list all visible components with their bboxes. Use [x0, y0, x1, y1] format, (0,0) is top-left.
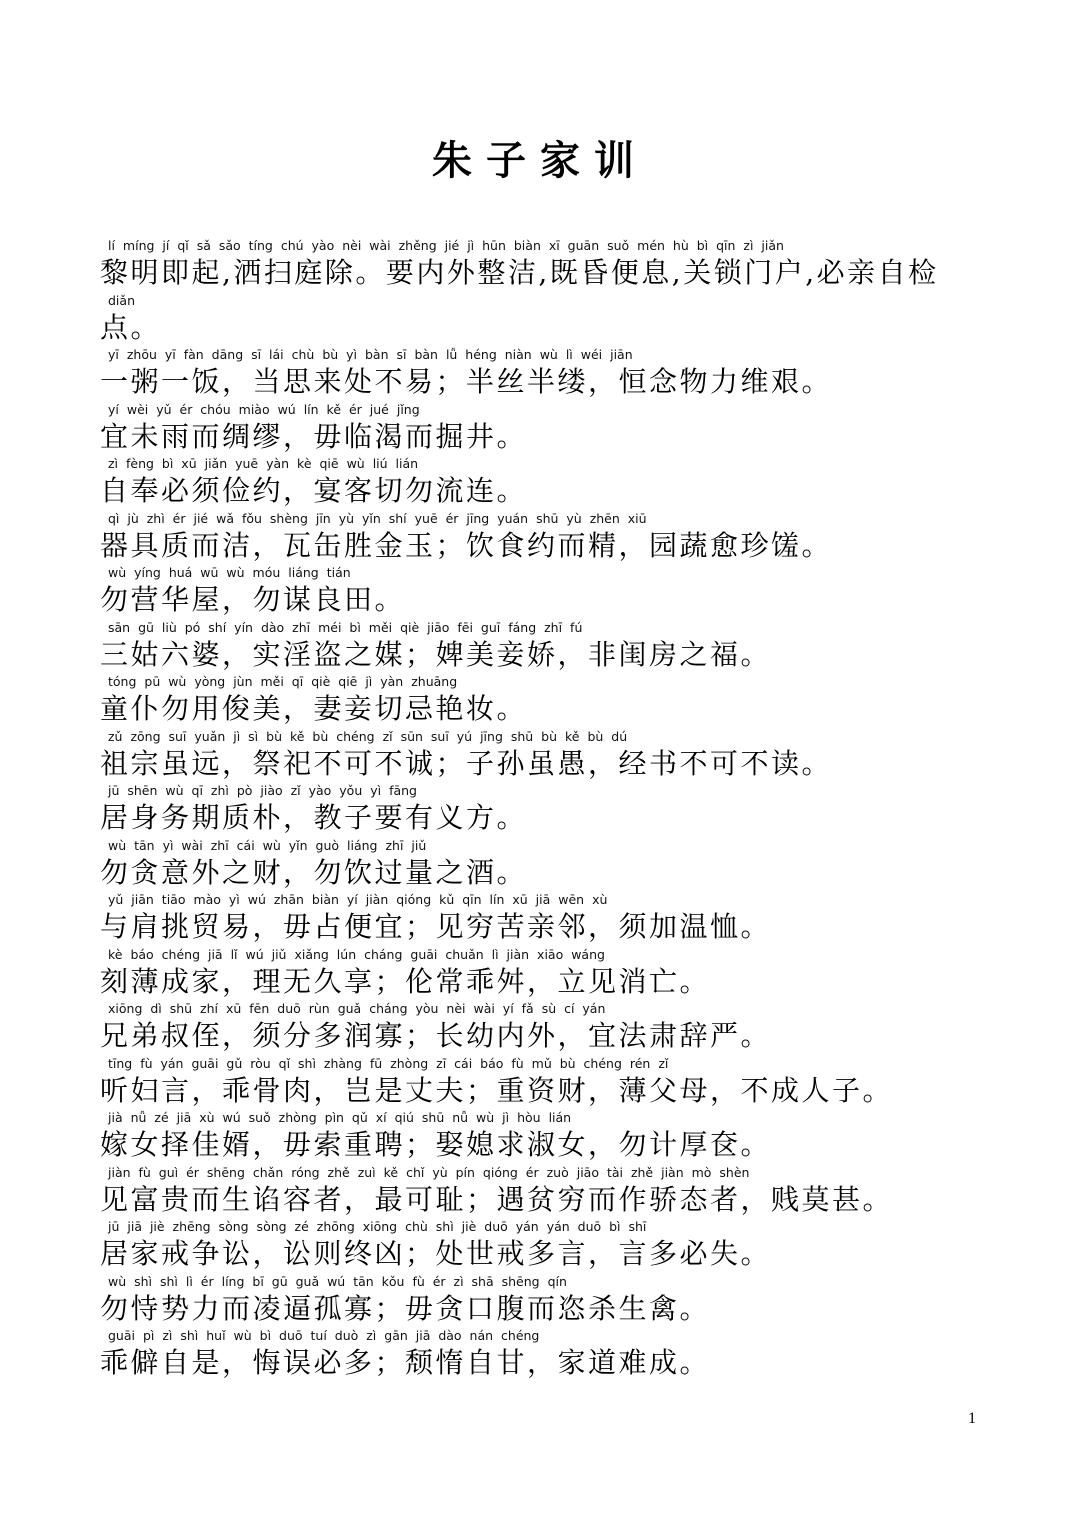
hanzi-row: 祖宗虽远，祭祀不可不诚；子孙虽愚，经书不可不读。 [100, 746, 833, 780]
pinyin-row: xiōng dì shū zhí xū fēn duō rùn guǎ cháng yòu nèi wài yí fǎ sù cí yán [108, 1001, 606, 1016]
text-line [100, 999, 1000, 1054]
hanzi-row: 乖僻自是，悔误必多；颓惰自甘，家道难成。 [100, 1346, 711, 1379]
pinyin-row: wù yíng huá wū wù móu liáng tián [108, 565, 351, 580]
hanzi-row: 宜未雨而绸缪，毋临渴而掘井。 [100, 419, 528, 453]
pinyin-row: jiàn fù guì ér shēng chǎn róng zhě zuì kě chǐ yù pín qióng ér zuò jiāo tài zhě jiàn mò shèn [108, 1164, 750, 1180]
text-line [100, 727, 1000, 782]
text-line [100, 454, 1000, 509]
pinyin-row: wù shì shì lì ér líng bī gū guǎ wú tān kǒu fù ér zì shā shēng qín [108, 1273, 567, 1289]
text-line [100, 618, 1000, 673]
pinyin-row: jū jiā jiè zhēng sòng sòng zé zhōng xiōng chù shì jiè duō yán yán duō bì shī [108, 1219, 647, 1234]
document-title: 朱子家训 [432, 138, 648, 184]
hanzi-row: 与肩挑贸易，毋占便宜；见穷苦亲邻，须加温恤。 [100, 910, 772, 943]
text-line [100, 890, 1000, 945]
text-line [100, 945, 1000, 1000]
text-line [100, 509, 1000, 564]
pinyin-row: guāi pì zì shì huǐ wù bì duō tuí duò zì gān jiā dào nán chéng [108, 1328, 540, 1343]
pinyin-row: sān gū liù pó shí yín dào zhī méi bì měi qiè jiāo fēi guī fáng zhī fú [108, 619, 583, 635]
pinyin-row: jià nǚ zé jiā xù wú suǒ zhòng pìn qǔ xí qiú shū nǚ wù jì hòu lián [108, 1110, 572, 1125]
pinyin-row: jū shēn wù qī zhì pò jiào zǐ yào yǒu yì fāng [108, 783, 417, 798]
text-line [100, 1054, 1000, 1109]
pinyin-row: yí wèi yǔ ér chóu miào wú lín kě ér jué jǐng [108, 401, 420, 417]
text-line [100, 1217, 1000, 1272]
hanzi-row: 童仆勿用俊美，妻妾切忌艳妆。 [100, 692, 528, 725]
text-body [100, 236, 1000, 1381]
hanzi-row: 一粥一饭，当思来处不易；半丝半缕，恒念物力维艰。 [100, 365, 833, 398]
hanzi-row: 黎明即起,洒扫庭除。要内外整洁,既昏便息,关锁门户,必亲自检 [100, 256, 939, 289]
pinyin-row: qì jù zhì ér jié wǎ fǒu shèng jīn yù yǐn shí yuē ér jīng yuán shū yù zhēn xiū [108, 510, 647, 526]
text-line [100, 563, 1000, 618]
text-line [100, 781, 1000, 836]
text-line [100, 1163, 1000, 1218]
pinyin-row: yī zhōu yī fàn dāng sī lái chù bù yì bàn sī bàn lǚ héng niàn wù lì wéi jiān [108, 347, 633, 362]
page-number: 1 [968, 1410, 976, 1427]
pinyin-row: zǔ zōng suī yuǎn jì sì bù kě bù chéng zǐ sūn suī yú jīng shū bù kě bù dú [108, 728, 628, 744]
pinyin-row: lí míng jí qǐ sǎ sǎo tíng chú yào nèi wài zhěng jié jì hūn biàn xī guān suǒ mén hù bì qīn zì jiǎn [108, 238, 784, 253]
text-line [100, 236, 1000, 291]
pinyin-row: wù tān yì wài zhī cái wù yǐn guò liáng zhī jiǔ [108, 837, 427, 853]
pinyin-row: diǎn [108, 292, 135, 308]
text-line [100, 672, 1000, 727]
text-line [100, 291, 1000, 346]
pinyin-row: tīng fù yán guāi gǔ ròu qǐ shì zhàng fū zhòng zī cái báo fù mǔ bù chéng rén zǐ [108, 1055, 669, 1071]
text-line [100, 836, 1000, 891]
hanzi-row: 勿贪意外之财，勿饮过量之酒。 [100, 855, 528, 889]
hanzi-row: 点。 [100, 310, 162, 344]
hanzi-row: 勿营华屋，勿谋良田。 [100, 583, 406, 616]
hanzi-row: 嫁女择佳婿，毋索重聘；娶媳求淑女，勿计厚奁。 [100, 1128, 772, 1161]
text-line [100, 400, 1000, 455]
hanzi-row: 自奉必须俭约，宴客切勿流连。 [100, 474, 528, 507]
text-line [100, 345, 1000, 400]
hanzi-row: 见富贵而生谄容者，最可耻；遇贫穷而作骄态者，贱莫甚。 [100, 1182, 894, 1216]
pinyin-row: tóng pū wù yòng jùn měi qī qiè qiē jì yàn zhuāng [108, 674, 458, 689]
text-line [100, 1326, 1000, 1381]
hanzi-row: 器具质而洁，瓦缶胜金玉；饮食约而精，园蔬愈珍馐。 [100, 528, 833, 562]
pinyin-row: kè báo chéng jiā lǐ wú jiǔ xiǎng lún cháng guāi chuǎn lì jiàn xiāo wáng [108, 946, 605, 962]
hanzi-row: 居家戒争讼，讼则终凶；处世戒多言，言多必失。 [100, 1237, 772, 1270]
pinyin-row: zì fèng bì xū jiǎn yuē yàn kè qiē wù liú lián [108, 456, 419, 471]
hanzi-row: 居身务期质朴，教子要有义方。 [100, 801, 528, 834]
hanzi-row: 勿恃势力而凌逼孤寡；毋贪口腹而恣杀生禽。 [100, 1291, 711, 1325]
hanzi-row: 三姑六婆，实淫盗之媒；婢美妾娇，非闺房之福。 [100, 637, 772, 671]
hanzi-row: 听妇言，乖骨肉，岂是丈夫；重资财，薄父母，不成人子。 [100, 1073, 894, 1107]
pinyin-row: yǔ jiān tiāo mào yì wú zhān biàn yí jiàn qióng kǔ qīn lín xū jiā wēn xù [108, 892, 608, 907]
hanzi-row: 刻薄成家，理无久享；伦常乖舛，立见消亡。 [100, 964, 711, 998]
text-line [100, 1108, 1000, 1163]
text-line [100, 1272, 1000, 1327]
hanzi-row: 兄弟叔侄，须分多润寡；长幼内外，宜法肃辞严。 [100, 1019, 772, 1052]
